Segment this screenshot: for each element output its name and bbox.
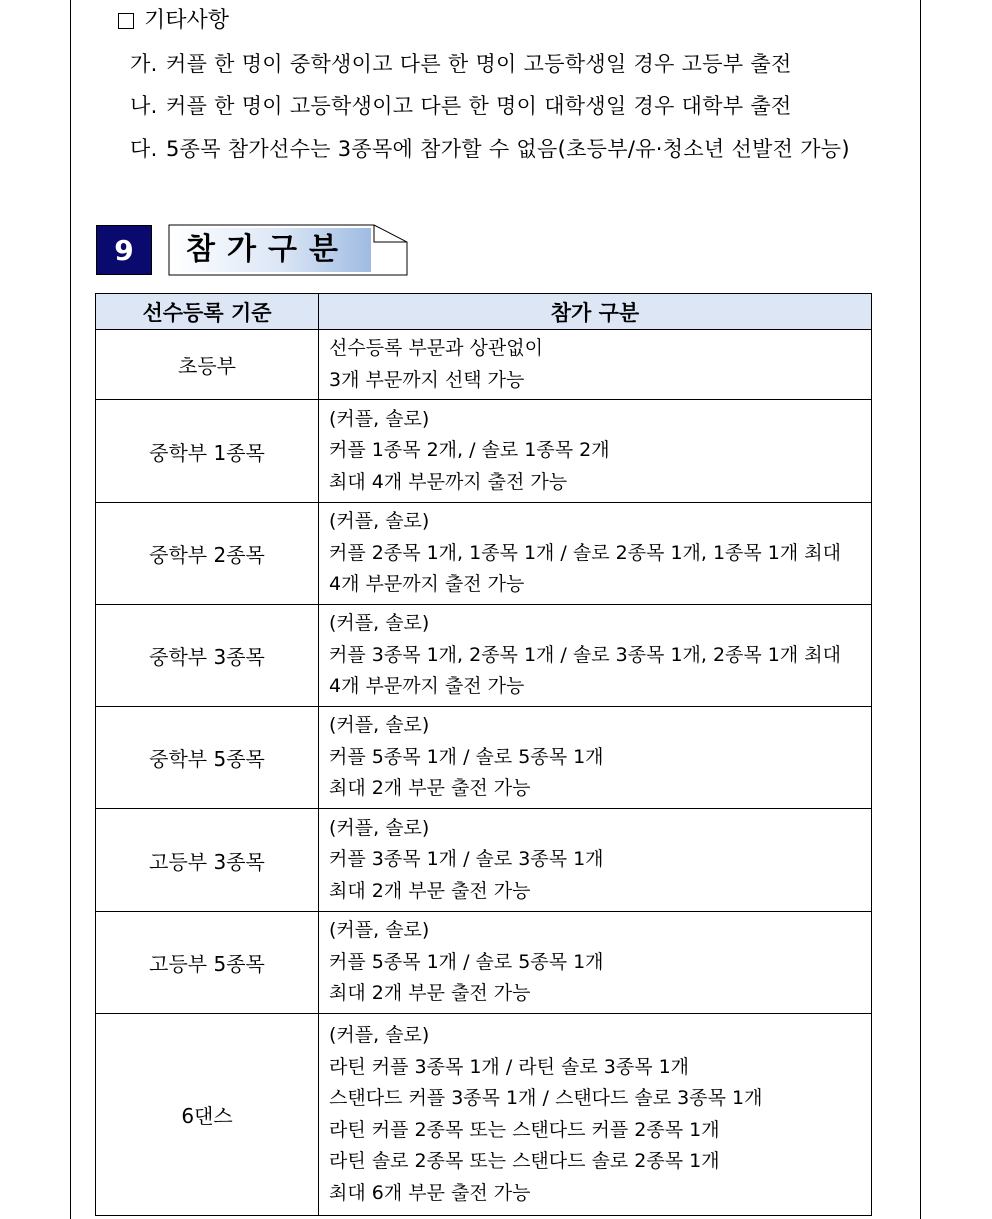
- description-cell: [319, 912, 872, 1014]
- note-text: 커플 한 명이 고등학생이고 다른 한 명이 대학생일 경우 대학부 출전: [166, 94, 792, 118]
- description-line: 커플 3종목 1개 / 솔로 3종목 1개: [329, 848, 604, 871]
- table-row: [96, 400, 872, 503]
- category-cell: 고등부 5종목: [96, 912, 319, 1014]
- description-line: 라틴 커플 2종목 또는 스탠다드 커플 2종목 1개: [329, 1118, 720, 1141]
- description-line: 커플 5종목 1개 / 솔로 5종목 1개: [329, 950, 604, 973]
- description-line: 4개 부문까지 출전 가능: [329, 675, 525, 698]
- note-item: [130, 134, 850, 164]
- description-cell: [319, 503, 872, 605]
- table-row: [96, 330, 872, 400]
- description-line: 최대 2개 부문 출전 가능: [329, 879, 531, 902]
- table-row: [96, 809, 872, 912]
- description-cell: [319, 809, 872, 912]
- description-line: 선수등록 부문과 상관없이: [329, 337, 543, 359]
- description-line: 최대 6개 부문 출전 가능: [329, 1181, 531, 1204]
- description-line: 라틴 솔로 2종목 또는 스탠다드 솔로 2종목 1개: [329, 1150, 720, 1172]
- section-title: 참가구분: [186, 232, 350, 267]
- description-line: (커플, 솔로): [329, 816, 430, 839]
- note-item: [130, 49, 792, 79]
- description-line: (커플, 솔로): [329, 919, 430, 942]
- description-line: 4개 부문까지 출전 가능: [329, 573, 525, 596]
- note-marker: 나.: [130, 94, 158, 118]
- description-line: 스탠다드 커플 3종목 1개 / 스탠다드 솔로 3종목 1개: [329, 1087, 763, 1109]
- description-line: 커플 5종목 1개 / 솔로 5종목 1개: [329, 745, 604, 768]
- description-line: 3개 부문까지 선택 가능: [329, 368, 525, 391]
- description-line: (커플, 솔로): [329, 510, 430, 533]
- checkbox-icon: [118, 13, 134, 29]
- description-line: (커플, 솔로): [329, 407, 430, 430]
- note-item: [130, 91, 792, 121]
- description-cell: [319, 605, 872, 707]
- description-line: 커플 2종목 1개, 1종목 1개 / 솔로 2종목 1개, 1종목 1개 최대: [329, 541, 841, 564]
- note-text: 커플 한 명이 중학생이고 다른 한 명이 고등학생일 경우 고등부 출전: [166, 52, 792, 76]
- description-line: (커플, 솔로): [329, 612, 430, 635]
- description-cell: [319, 330, 872, 400]
- table-row: [96, 912, 872, 1014]
- column-header: 선수등록 기준: [96, 294, 319, 330]
- description-line: (커플, 솔로): [329, 714, 430, 737]
- note-marker: 가.: [130, 52, 158, 76]
- category-cell: 6댄스: [96, 1014, 319, 1216]
- category-cell: 초등부: [96, 330, 319, 400]
- description-line: 커플 1종목 2개, / 솔로 1종목 2개: [329, 439, 610, 462]
- section-number: 9: [96, 225, 152, 275]
- table-row: [96, 707, 872, 809]
- table-row: [96, 605, 872, 707]
- entry-category-table: [95, 293, 872, 1216]
- description-line: 최대 2개 부문 출전 가능: [329, 777, 531, 800]
- table-header-row: [96, 294, 872, 330]
- category-cell: 중학부 3종목: [96, 605, 319, 707]
- description-line: 최대 2개 부문 출전 가능: [329, 982, 531, 1005]
- category-cell: 중학부 2종목: [96, 503, 319, 605]
- category-cell: 중학부 1종목: [96, 400, 319, 503]
- description-line: 최대 4개 부문까지 출전 가능: [329, 470, 568, 493]
- table-row: [96, 503, 872, 605]
- notes-heading: [118, 6, 229, 36]
- description-cell: [319, 400, 872, 503]
- description-cell: [319, 707, 872, 809]
- category-cell: 고등부 3종목: [96, 809, 319, 912]
- note-marker: 다.: [130, 137, 158, 161]
- category-cell: 중학부 5종목: [96, 707, 319, 809]
- section-title-box: [168, 224, 408, 276]
- notes-heading-text: 기타사항: [144, 8, 230, 33]
- description-line: 커플 3종목 1개, 2종목 1개 / 솔로 3종목 1개, 2종목 1개 최대: [329, 643, 841, 666]
- table-row: [96, 1014, 872, 1216]
- column-header: 참가 구분: [319, 294, 872, 330]
- description-line: (커플, 솔로): [329, 1024, 430, 1046]
- description-cell: [319, 1014, 872, 1216]
- note-text: 5종목 참가선수는 3종목에 참가할 수 없음(초등부/유·청소년 선발전 가능): [166, 137, 850, 161]
- description-line: 라틴 커플 3종목 1개 / 라틴 솔로 3종목 1개: [329, 1055, 690, 1078]
